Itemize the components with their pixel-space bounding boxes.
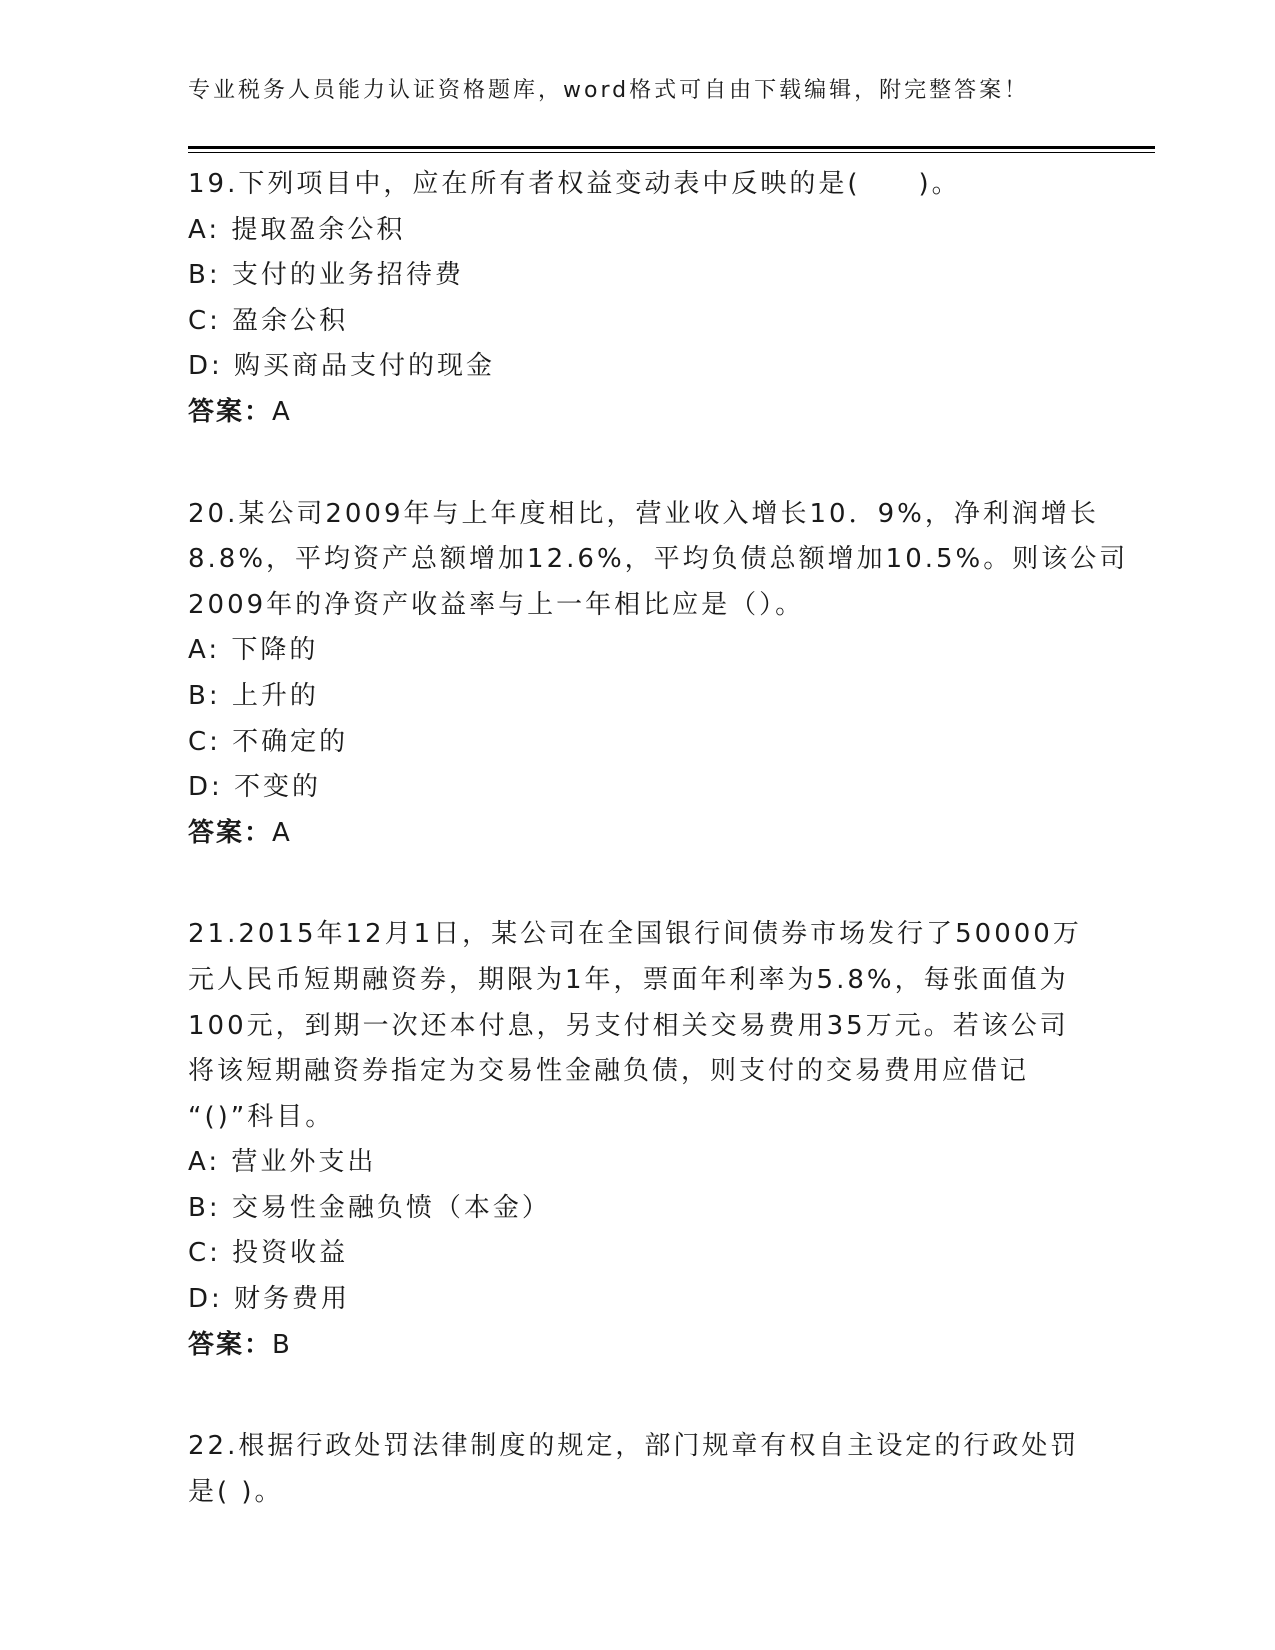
answer bbox=[188, 811, 1088, 857]
header-rule-thick bbox=[188, 146, 1155, 149]
option-c: C: 盈余公积 bbox=[188, 305, 349, 336]
stem-line: 是( )。 bbox=[188, 1476, 284, 1507]
option-a: A: 下降的 bbox=[188, 635, 319, 666]
question-21 bbox=[188, 912, 1088, 1368]
option-c: C: 不确定的 bbox=[188, 726, 349, 757]
stem-line: “()”科目。 bbox=[188, 1101, 335, 1132]
option-b: B: 支付的业务招待费 bbox=[188, 260, 464, 291]
question-stem bbox=[188, 1424, 1088, 1515]
stem-line: 21.2015年12月1日，某公司在全国银行间债券市场发行了50000万 bbox=[188, 919, 1082, 950]
header-rule-thin bbox=[188, 152, 1155, 153]
stem-line: 8.8%，平均资产总额增加12.6%，平均负债总额增加10.5%。则该公司 bbox=[188, 544, 1129, 575]
answer-label: 答案： bbox=[188, 396, 273, 427]
answer-label: 答案： bbox=[188, 817, 273, 848]
option-b: B: 交易性金融负愤（本金） bbox=[188, 1192, 551, 1223]
option-a: A: 提取盈余公积 bbox=[188, 214, 406, 245]
answer bbox=[188, 390, 1088, 436]
question-20 bbox=[188, 492, 1129, 857]
answer-label: 答案： bbox=[188, 1329, 273, 1360]
stem-line: 19.下列项目中，应在所有者权益变动表中反映的是( )。 bbox=[188, 169, 961, 199]
option-d: D: 财务费用 bbox=[188, 1284, 351, 1315]
option-a: A: 营业外支出 bbox=[188, 1147, 377, 1178]
stem-line: 元人民币短期融资券，期限为1年，票面年利率为5.8%，每张面值为 bbox=[188, 964, 1069, 995]
option-d: D: 不变的 bbox=[188, 772, 322, 803]
stem-line: 2009年的净资产收益率与上一年相比应是（）。 bbox=[188, 589, 805, 620]
answer bbox=[188, 1323, 1088, 1369]
page-header: 专业税务人员能力认证资格题库，word格式可自由下载编辑，附完整答案！ bbox=[188, 78, 1030, 103]
option-c: C: 投资收益 bbox=[188, 1238, 349, 1269]
stem-line: 将该短期融资券指定为交易性金融负债，则支付的交易费用应借记 bbox=[188, 1056, 1030, 1087]
stem-line: 20.某公司2009年与上年度相比，营业收入增长10．9%，净利润增长 bbox=[188, 498, 1099, 529]
question-22 bbox=[188, 1424, 1088, 1515]
stem-line: 22.根据行政处罚法律制度的规定，部门规章有权自主设定的行政处罚 bbox=[188, 1431, 1080, 1462]
answer-value: B bbox=[272, 1329, 292, 1360]
question-list bbox=[188, 162, 1129, 1571]
stem-line: 100元，到期一次还本付息，另支付相关交易费用35万元。若该公司 bbox=[188, 1010, 1069, 1041]
question-stem bbox=[188, 162, 1088, 208]
answer-value: A bbox=[272, 396, 292, 427]
question-stem bbox=[188, 492, 1129, 629]
option-b: B: 上升的 bbox=[188, 680, 319, 711]
question-19 bbox=[188, 162, 1088, 436]
answer-value: A bbox=[272, 817, 292, 848]
question-stem bbox=[188, 912, 1088, 1140]
option-d: D: 购买商品支付的现金 bbox=[188, 351, 496, 382]
